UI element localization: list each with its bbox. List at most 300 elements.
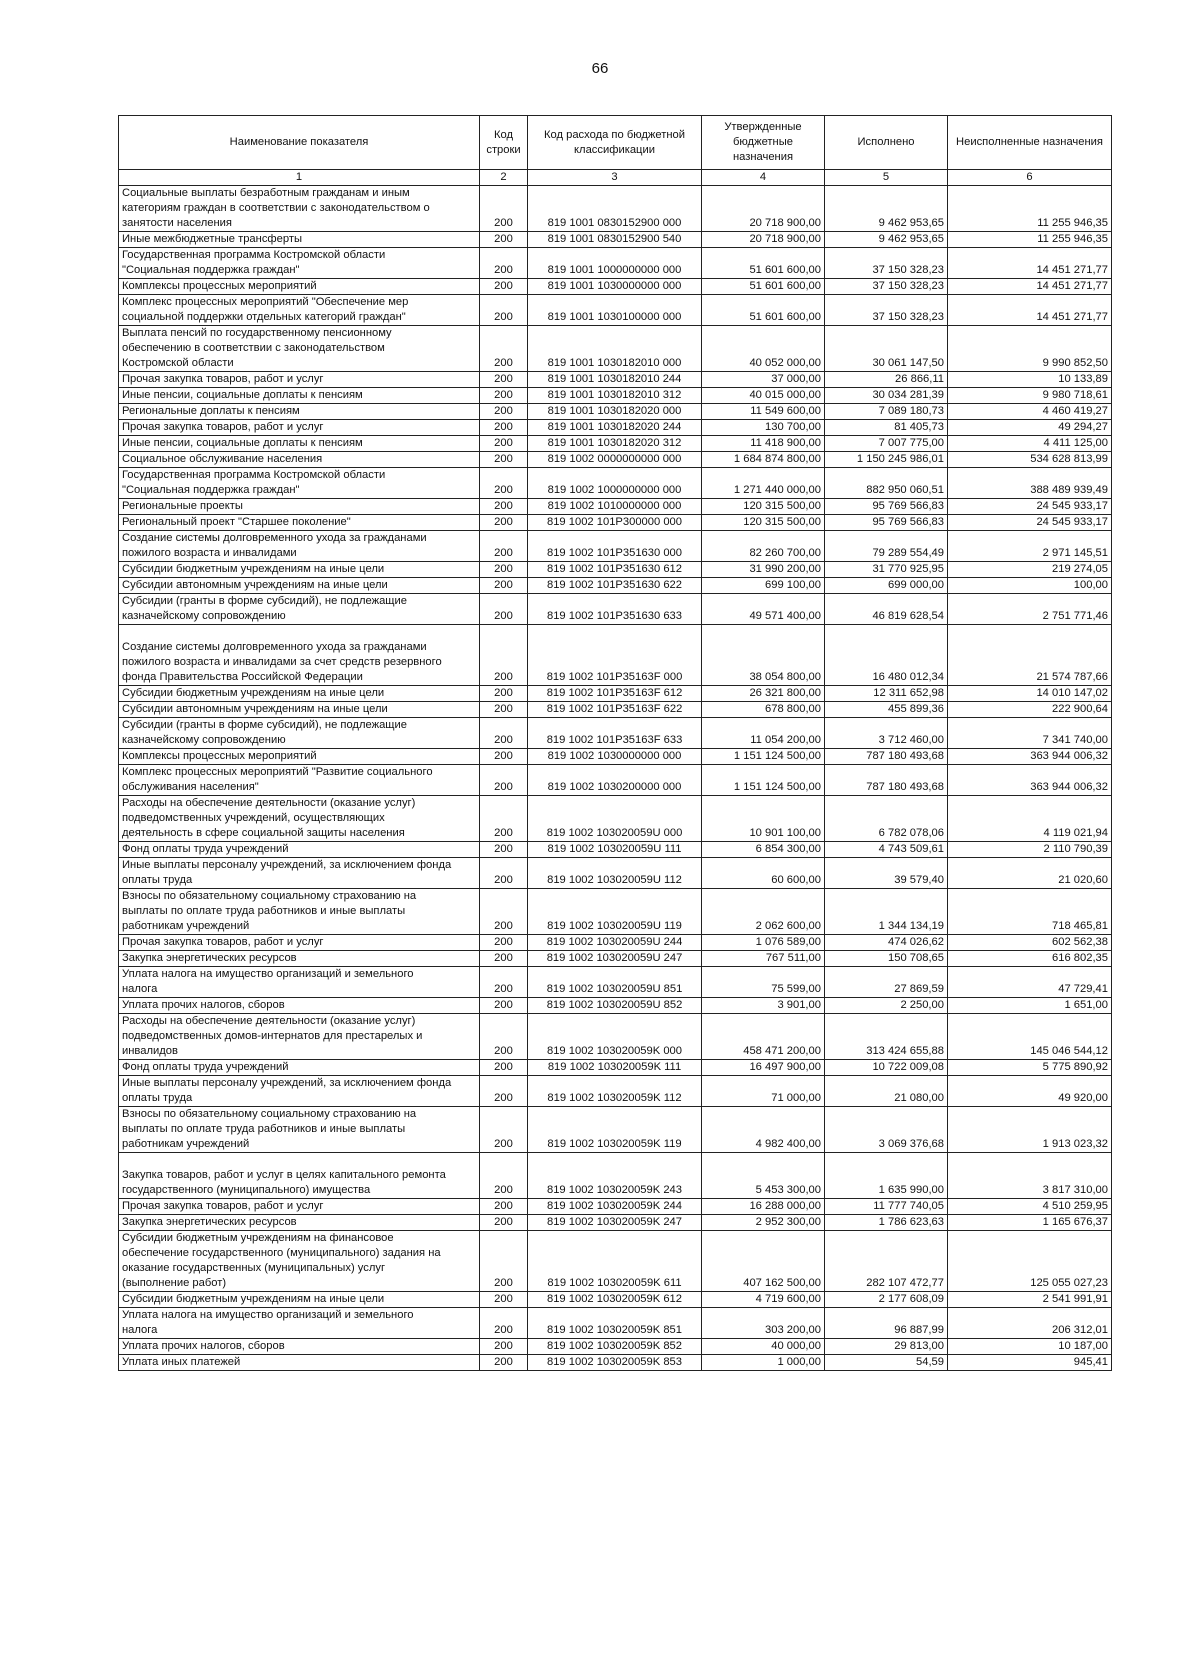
row-budget-code: 819 1001 1000000000 000	[528, 248, 702, 279]
row-name: Иные выплаты персоналу учреждений, за исключением фонда оплаты труда	[119, 1076, 480, 1107]
row-approved: 1 151 124 500,00	[702, 765, 825, 796]
row-budget-code: 819 1002 101P351630 622	[528, 578, 702, 594]
row-name: Субсидии автономным учреждениям на иные цели	[119, 702, 480, 718]
row-approved: 4 982 400,00	[702, 1107, 825, 1153]
row-unexecuted: 49 294,27	[948, 420, 1112, 436]
column-header: Код строки	[480, 116, 528, 170]
row-line-code: 200	[480, 295, 528, 326]
table-row	[119, 858, 1112, 889]
table-row	[119, 1107, 1112, 1153]
row-executed: 2 177 608,09	[825, 1292, 948, 1308]
row-name: Региональные доплаты к пенсиям	[119, 404, 480, 420]
row-executed: 1 635 990,00	[825, 1153, 948, 1199]
row-approved: 60 600,00	[702, 858, 825, 889]
row-budget-code: 819 1002 103020059K 612	[528, 1292, 702, 1308]
row-unexecuted: 2 751 771,46	[948, 594, 1112, 625]
table-row	[119, 889, 1112, 935]
row-approved: 130 700,00	[702, 420, 825, 436]
row-approved: 11 418 900,00	[702, 436, 825, 452]
column-number: 1	[119, 170, 480, 186]
row-line-code: 200	[480, 842, 528, 858]
row-name: Расходы на обеспечение деятельности (оказание услуг) подведомственных домов-интернатов для престарелых и инвалидов	[119, 1014, 480, 1060]
row-approved: 37 000,00	[702, 372, 825, 388]
row-unexecuted: 21 020,60	[948, 858, 1112, 889]
row-budget-code: 819 1001 1030100000 000	[528, 295, 702, 326]
column-header: Неисполненные назначения	[948, 116, 1112, 170]
table-row	[119, 420, 1112, 436]
table-row	[119, 686, 1112, 702]
row-executed: 81 405,73	[825, 420, 948, 436]
row-executed: 10 722 009,08	[825, 1060, 948, 1076]
row-approved: 1 684 874 800,00	[702, 452, 825, 468]
row-executed: 313 424 655,88	[825, 1014, 948, 1060]
row-line-code: 200	[480, 404, 528, 420]
page-number: 66	[591, 60, 609, 77]
table-row	[119, 1355, 1112, 1371]
row-approved: 40 052 000,00	[702, 326, 825, 372]
row-line-code: 200	[480, 765, 528, 796]
row-name: Уплата иных платежей	[119, 1355, 480, 1371]
row-budget-code: 819 1002 103020059K 852	[528, 1339, 702, 1355]
row-name: Выплата пенсий по государственному пенсионному обеспечению в соответствии с законодательством Костромской области	[119, 326, 480, 372]
table-row	[119, 279, 1112, 295]
row-approved: 38 054 800,00	[702, 625, 825, 686]
row-budget-code: 819 1002 103020059U 000	[528, 796, 702, 842]
row-unexecuted: 7 341 740,00	[948, 718, 1112, 749]
row-executed: 1 344 134,19	[825, 889, 948, 935]
row-approved: 31 990 200,00	[702, 562, 825, 578]
row-executed: 31 770 925,95	[825, 562, 948, 578]
row-name: Создание системы долговременного ухода за гражданами пожилого возраста и инвалидами за счет средств резервного фонда Правительства Российской Федерации	[119, 625, 480, 686]
row-name: Уплата прочих налогов, сборов	[119, 998, 480, 1014]
row-approved: 458 471 200,00	[702, 1014, 825, 1060]
row-approved: 4 719 600,00	[702, 1292, 825, 1308]
table-row	[119, 248, 1112, 279]
row-executed: 30 061 147,50	[825, 326, 948, 372]
row-budget-code: 819 1002 103020059K 119	[528, 1107, 702, 1153]
row-budget-code: 819 1002 1030000000 000	[528, 749, 702, 765]
row-approved: 120 315 500,00	[702, 515, 825, 531]
row-line-code: 200	[480, 388, 528, 404]
row-executed: 455 899,36	[825, 702, 948, 718]
row-budget-code: 819 1002 103020059K 112	[528, 1076, 702, 1107]
row-name: Прочая закупка товаров, работ и услуг	[119, 372, 480, 388]
row-approved: 678 800,00	[702, 702, 825, 718]
table-body	[119, 186, 1112, 1371]
table-row	[119, 372, 1112, 388]
row-approved: 71 000,00	[702, 1076, 825, 1107]
row-name: Уплата налога на имущество организаций и земельного налога	[119, 1308, 480, 1339]
row-unexecuted: 222 900,64	[948, 702, 1112, 718]
row-executed: 7 089 180,73	[825, 404, 948, 420]
row-unexecuted: 602 562,38	[948, 935, 1112, 951]
column-number: 4	[702, 170, 825, 186]
row-budget-code: 819 1002 103020059K 247	[528, 1215, 702, 1231]
row-executed: 30 034 281,39	[825, 388, 948, 404]
row-executed: 16 480 012,34	[825, 625, 948, 686]
row-name: Закупка товаров, работ и услуг в целях капитального ремонта государственного (муниципального) имущества	[119, 1153, 480, 1199]
row-line-code: 200	[480, 452, 528, 468]
row-budget-code: 819 1002 101P300000 000	[528, 515, 702, 531]
table-row	[119, 326, 1112, 372]
row-unexecuted: 1 913 023,32	[948, 1107, 1112, 1153]
row-budget-code: 819 1002 1030200000 000	[528, 765, 702, 796]
row-approved: 20 718 900,00	[702, 232, 825, 248]
row-executed: 37 150 328,23	[825, 279, 948, 295]
table-row	[119, 1292, 1112, 1308]
row-budget-code: 819 1002 0000000000 000	[528, 452, 702, 468]
row-approved: 11 549 600,00	[702, 404, 825, 420]
row-budget-code: 819 1002 103020059U 112	[528, 858, 702, 889]
row-approved: 26 321 800,00	[702, 686, 825, 702]
row-unexecuted: 47 729,41	[948, 967, 1112, 998]
row-executed: 96 887,99	[825, 1308, 948, 1339]
row-line-code: 200	[480, 1355, 528, 1371]
row-unexecuted: 1 651,00	[948, 998, 1112, 1014]
row-budget-code: 819 1001 1030182020 244	[528, 420, 702, 436]
table-row	[119, 1153, 1112, 1199]
row-approved: 407 162 500,00	[702, 1231, 825, 1292]
column-number-row	[119, 170, 1112, 186]
row-name: Взносы по обязательному социальному страхованию на выплаты по оплате труда работников и иные выплаты работникам учреждений	[119, 889, 480, 935]
row-approved: 40 015 000,00	[702, 388, 825, 404]
row-executed: 1 786 623,63	[825, 1215, 948, 1231]
table-row	[119, 935, 1112, 951]
row-budget-code: 819 1002 103020059U 852	[528, 998, 702, 1014]
row-line-code: 200	[480, 702, 528, 718]
row-budget-code: 819 1002 1000000000 000	[528, 468, 702, 499]
row-executed: 3 069 376,68	[825, 1107, 948, 1153]
row-name: Государственная программа Костромской области "Социальная поддержка граждан"	[119, 468, 480, 499]
row-name: Взносы по обязательному социальному страхованию на выплаты по оплате труда работников и иные выплаты работникам учреждений	[119, 1107, 480, 1153]
row-name: Иные межбюджетные трансферты	[119, 232, 480, 248]
row-budget-code: 819 1001 0830152900 000	[528, 186, 702, 232]
row-budget-code: 819 1002 103020059K 611	[528, 1231, 702, 1292]
table-row	[119, 1215, 1112, 1231]
row-executed: 12 311 652,98	[825, 686, 948, 702]
row-budget-code: 819 1002 101P351630 000	[528, 531, 702, 562]
row-line-code: 200	[480, 562, 528, 578]
row-line-code: 200	[480, 967, 528, 998]
row-unexecuted: 21 574 787,66	[948, 625, 1112, 686]
row-budget-code: 819 1002 101P351630 612	[528, 562, 702, 578]
column-header: Утвержденные бюджетные назначения	[702, 116, 825, 170]
row-executed: 11 777 740,05	[825, 1199, 948, 1215]
table-row	[119, 1199, 1112, 1215]
row-executed: 1 150 245 986,01	[825, 452, 948, 468]
row-budget-code: 819 1002 101P35163F 622	[528, 702, 702, 718]
row-name: Иные пенсии, социальные доплаты к пенсиям	[119, 436, 480, 452]
row-name: Создание системы долговременного ухода за гражданами пожилого возраста и инвалидами	[119, 531, 480, 562]
row-name: Комплексы процессных мероприятий	[119, 279, 480, 295]
row-approved: 75 599,00	[702, 967, 825, 998]
table-row	[119, 468, 1112, 499]
row-budget-code: 819 1002 101P35163F 633	[528, 718, 702, 749]
row-name: Субсидии бюджетным учреждениям на иные цели	[119, 1292, 480, 1308]
row-unexecuted: 219 274,05	[948, 562, 1112, 578]
column-number: 2	[480, 170, 528, 186]
row-executed: 787 180 493,68	[825, 749, 948, 765]
row-unexecuted: 14 451 271,77	[948, 279, 1112, 295]
column-number: 5	[825, 170, 948, 186]
row-executed: 46 819 628,54	[825, 594, 948, 625]
row-name: Уплата налога на имущество организаций и земельного налога	[119, 967, 480, 998]
table-row	[119, 967, 1112, 998]
row-approved: 20 718 900,00	[702, 186, 825, 232]
row-budget-code: 819 1002 103020059K 111	[528, 1060, 702, 1076]
row-unexecuted: 534 628 813,99	[948, 452, 1112, 468]
table-row	[119, 531, 1112, 562]
row-unexecuted: 11 255 946,35	[948, 232, 1112, 248]
row-unexecuted: 9 980 718,61	[948, 388, 1112, 404]
row-budget-code: 819 1002 1010000000 000	[528, 499, 702, 515]
row-budget-code: 819 1002 101P351630 633	[528, 594, 702, 625]
row-executed: 9 462 953,65	[825, 186, 948, 232]
row-approved: 51 601 600,00	[702, 248, 825, 279]
row-name: Субсидии бюджетным учреждениям на финансовое обеспечение государственного (муниципального) задания на оказание государственных (муниципальных) услуг (выполнение работ)	[119, 1231, 480, 1292]
row-name: Социальное обслуживание населения	[119, 452, 480, 468]
row-executed: 27 869,59	[825, 967, 948, 998]
row-line-code: 200	[480, 436, 528, 452]
row-executed: 699 000,00	[825, 578, 948, 594]
row-budget-code: 819 1002 103020059U 111	[528, 842, 702, 858]
row-name: Прочая закупка товаров, работ и услуг	[119, 420, 480, 436]
row-line-code: 200	[480, 468, 528, 499]
row-unexecuted: 2 110 790,39	[948, 842, 1112, 858]
table-row	[119, 578, 1112, 594]
row-budget-code: 819 1002 103020059K 851	[528, 1308, 702, 1339]
table-row	[119, 842, 1112, 858]
row-name: Субсидии (гранты в форме субсидий), не подлежащие казначейскому сопровождению	[119, 594, 480, 625]
table-row	[119, 499, 1112, 515]
row-line-code: 200	[480, 686, 528, 702]
table-row	[119, 749, 1112, 765]
table-row	[119, 1308, 1112, 1339]
row-unexecuted: 24 545 933,17	[948, 515, 1112, 531]
row-executed: 95 769 566,83	[825, 515, 948, 531]
table-row	[119, 232, 1112, 248]
row-unexecuted: 10 133,89	[948, 372, 1112, 388]
row-executed: 54,59	[825, 1355, 948, 1371]
row-name: Субсидии бюджетным учреждениям на иные цели	[119, 562, 480, 578]
row-line-code: 200	[480, 749, 528, 765]
table-row	[119, 1231, 1112, 1292]
row-name: Прочая закупка товаров, работ и услуг	[119, 1199, 480, 1215]
row-executed: 787 180 493,68	[825, 765, 948, 796]
row-executed: 21 080,00	[825, 1076, 948, 1107]
column-number: 6	[948, 170, 1112, 186]
row-budget-code: 819 1001 1030182020 312	[528, 436, 702, 452]
row-unexecuted: 14 451 271,77	[948, 295, 1112, 326]
row-unexecuted: 9 990 852,50	[948, 326, 1112, 372]
row-unexecuted: 945,41	[948, 1355, 1112, 1371]
row-approved: 1 271 440 000,00	[702, 468, 825, 499]
row-approved: 11 054 200,00	[702, 718, 825, 749]
row-approved: 5 453 300,00	[702, 1153, 825, 1199]
row-line-code: 200	[480, 1215, 528, 1231]
row-approved: 6 854 300,00	[702, 842, 825, 858]
row-line-code: 200	[480, 499, 528, 515]
row-budget-code: 819 1001 1030000000 000	[528, 279, 702, 295]
row-approved: 40 000,00	[702, 1339, 825, 1355]
row-approved: 51 601 600,00	[702, 279, 825, 295]
row-approved: 82 260 700,00	[702, 531, 825, 562]
row-budget-code: 819 1002 103020059U 119	[528, 889, 702, 935]
row-line-code: 200	[480, 248, 528, 279]
row-executed: 95 769 566,83	[825, 499, 948, 515]
row-line-code: 200	[480, 1292, 528, 1308]
row-unexecuted: 363 944 006,32	[948, 749, 1112, 765]
row-budget-code: 819 1002 103020059U 244	[528, 935, 702, 951]
row-line-code: 200	[480, 889, 528, 935]
row-budget-code: 819 1001 1030182010 312	[528, 388, 702, 404]
row-name: Региональный проект "Старшее поколение"	[119, 515, 480, 531]
row-executed: 474 026,62	[825, 935, 948, 951]
row-line-code: 200	[480, 1153, 528, 1199]
row-unexecuted: 2 971 145,51	[948, 531, 1112, 562]
table-row	[119, 796, 1112, 842]
table-row	[119, 404, 1112, 420]
header-row	[119, 116, 1112, 170]
row-line-code: 200	[480, 326, 528, 372]
row-name: Государственная программа Костромской области "Социальная поддержка граждан"	[119, 248, 480, 279]
column-header: Наименование показателя	[119, 116, 480, 170]
table-row	[119, 388, 1112, 404]
row-approved: 16 288 000,00	[702, 1199, 825, 1215]
row-unexecuted: 4 460 419,27	[948, 404, 1112, 420]
row-line-code: 200	[480, 1076, 528, 1107]
row-name: Комплексы процессных мероприятий	[119, 749, 480, 765]
table-row	[119, 295, 1112, 326]
row-executed: 882 950 060,51	[825, 468, 948, 499]
row-budget-code: 819 1002 103020059K 000	[528, 1014, 702, 1060]
row-unexecuted: 718 465,81	[948, 889, 1112, 935]
row-line-code: 200	[480, 858, 528, 889]
row-line-code: 200	[480, 515, 528, 531]
table-row	[119, 1060, 1112, 1076]
row-unexecuted: 24 545 933,17	[948, 499, 1112, 515]
row-unexecuted: 49 920,00	[948, 1076, 1112, 1107]
row-budget-code: 819 1001 1030182020 000	[528, 404, 702, 420]
row-budget-code: 819 1002 103020059K 853	[528, 1355, 702, 1371]
row-executed: 6 782 078,06	[825, 796, 948, 842]
column-header: Исполнено	[825, 116, 948, 170]
row-name: Уплата прочих налогов, сборов	[119, 1339, 480, 1355]
budget-execution-table	[118, 115, 1112, 1371]
row-approved: 51 601 600,00	[702, 295, 825, 326]
row-line-code: 200	[480, 578, 528, 594]
row-approved: 16 497 900,00	[702, 1060, 825, 1076]
row-line-code: 200	[480, 1231, 528, 1292]
row-unexecuted: 616 802,35	[948, 951, 1112, 967]
row-unexecuted: 10 187,00	[948, 1339, 1112, 1355]
table-row	[119, 515, 1112, 531]
row-line-code: 200	[480, 1014, 528, 1060]
row-budget-code: 819 1002 103020059U 851	[528, 967, 702, 998]
row-budget-code: 819 1002 103020059K 243	[528, 1153, 702, 1199]
table-row	[119, 718, 1112, 749]
row-line-code: 200	[480, 1199, 528, 1215]
row-unexecuted: 2 541 991,91	[948, 1292, 1112, 1308]
row-unexecuted: 14 010 147,02	[948, 686, 1112, 702]
row-executed: 282 107 472,77	[825, 1231, 948, 1292]
row-name: Закупка энергетических ресурсов	[119, 951, 480, 967]
table-row	[119, 436, 1112, 452]
table-row	[119, 625, 1112, 686]
row-line-code: 200	[480, 625, 528, 686]
row-unexecuted: 125 055 027,23	[948, 1231, 1112, 1292]
row-line-code: 200	[480, 1339, 528, 1355]
column-header: Код расхода по бюджетной классификации	[528, 116, 702, 170]
row-line-code: 200	[480, 1308, 528, 1339]
row-name: Фонд оплаты труда учреждений	[119, 1060, 480, 1076]
table-row	[119, 562, 1112, 578]
row-name: Фонд оплаты труда учреждений	[119, 842, 480, 858]
row-budget-code: 819 1002 103020059U 247	[528, 951, 702, 967]
row-name: Иные пенсии, социальные доплаты к пенсиям	[119, 388, 480, 404]
row-approved: 303 200,00	[702, 1308, 825, 1339]
row-executed: 37 150 328,23	[825, 248, 948, 279]
row-name: Субсидии бюджетным учреждениям на иные цели	[119, 686, 480, 702]
row-approved: 1 151 124 500,00	[702, 749, 825, 765]
row-executed: 39 579,40	[825, 858, 948, 889]
row-unexecuted: 388 489 939,49	[948, 468, 1112, 499]
column-number: 3	[528, 170, 702, 186]
row-unexecuted: 4 510 259,95	[948, 1199, 1112, 1215]
row-unexecuted: 3 817 310,00	[948, 1153, 1112, 1199]
row-name: Иные выплаты персоналу учреждений, за исключением фонда оплаты труда	[119, 858, 480, 889]
row-name: Прочая закупка товаров, работ и услуг	[119, 935, 480, 951]
row-budget-code: 819 1001 1030182010 244	[528, 372, 702, 388]
row-line-code: 200	[480, 186, 528, 232]
row-name: Социальные выплаты безработным гражданам и иным категориям граждан в соответствии с законодательством о занятости населения	[119, 186, 480, 232]
row-executed: 2 250,00	[825, 998, 948, 1014]
table-row	[119, 452, 1112, 468]
row-name: Комплекс процессных мероприятий "Развитие социального обслуживания населения"	[119, 765, 480, 796]
row-name: Расходы на обеспечение деятельности (оказание услуг) подведомственных учреждений, осуществляющих деятельность в сфере социальной защиты населения	[119, 796, 480, 842]
row-unexecuted: 14 451 271,77	[948, 248, 1112, 279]
row-unexecuted: 145 046 544,12	[948, 1014, 1112, 1060]
row-line-code: 200	[480, 796, 528, 842]
row-approved: 49 571 400,00	[702, 594, 825, 625]
row-name: Региональные проекты	[119, 499, 480, 515]
table-row	[119, 594, 1112, 625]
table-row	[119, 186, 1112, 232]
row-unexecuted: 100,00	[948, 578, 1112, 594]
row-line-code: 200	[480, 232, 528, 248]
row-name: Субсидии автономным учреждениям на иные цели	[119, 578, 480, 594]
row-executed: 29 813,00	[825, 1339, 948, 1355]
row-name: Закупка энергетических ресурсов	[119, 1215, 480, 1231]
row-approved: 2 062 600,00	[702, 889, 825, 935]
row-unexecuted: 4 411 125,00	[948, 436, 1112, 452]
row-approved: 2 952 300,00	[702, 1215, 825, 1231]
row-line-code: 200	[480, 718, 528, 749]
row-unexecuted: 5 775 890,92	[948, 1060, 1112, 1076]
row-approved: 1 000,00	[702, 1355, 825, 1371]
row-executed: 37 150 328,23	[825, 295, 948, 326]
table-row	[119, 1014, 1112, 1060]
row-line-code: 200	[480, 1107, 528, 1153]
row-budget-code: 819 1001 1030182010 000	[528, 326, 702, 372]
row-executed: 4 743 509,61	[825, 842, 948, 858]
row-approved: 10 901 100,00	[702, 796, 825, 842]
row-approved: 1 076 589,00	[702, 935, 825, 951]
row-approved: 767 511,00	[702, 951, 825, 967]
row-line-code: 200	[480, 531, 528, 562]
row-line-code: 200	[480, 594, 528, 625]
row-line-code: 200	[480, 998, 528, 1014]
